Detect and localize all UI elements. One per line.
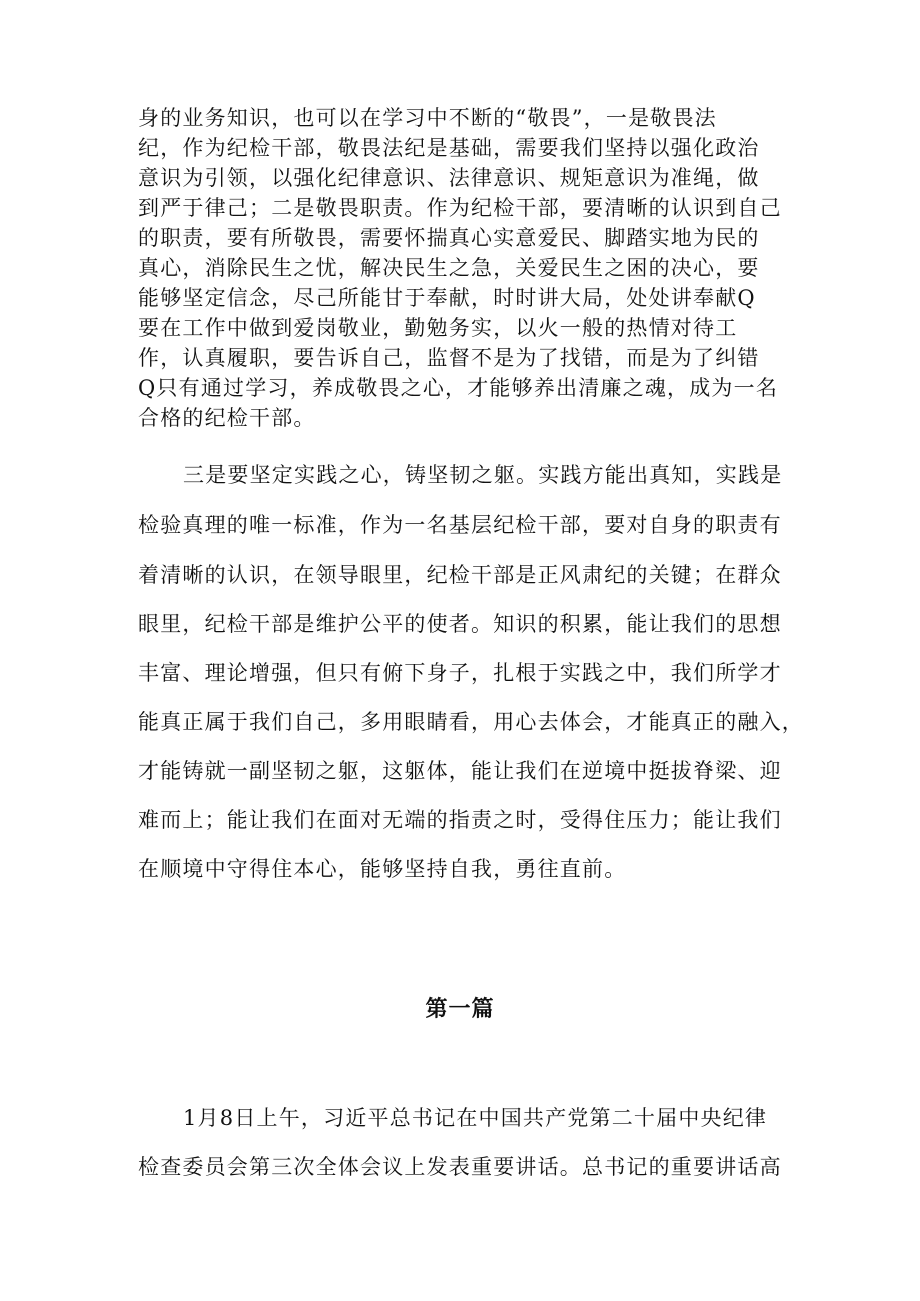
text-line: 意识为引领，以强化纪律意识、法律意识、规矩意识为准绳，做	[138, 166, 760, 190]
text-line: 着清晰的认识，在领导眼里，纪检干部是正风肃纪的关键；在群众	[138, 563, 782, 587]
text-line: 难而上；能让我们在面对无端的指责之时，受得住压力；能让我们	[138, 808, 782, 832]
text-line: 身的业务知识，也可以在学习中不断的“敬畏”，一是敬畏法	[138, 106, 717, 130]
text-line: 三是要坚定实践之心，铸坚韧之躯。实践方能出真知，实践是	[183, 463, 783, 487]
text-line: 检查委员会第三次全体会议上发表重要讲话。总书记的重要讲话高	[138, 1155, 782, 1179]
text-line: 检验真理的唯一标准，作为一名基层纪检干部，要对自身的职责有	[138, 513, 782, 537]
text-line: 能够坚定信念，尽己所能甘于奉献，时时讲大局，处处讲奉献Q	[138, 286, 756, 310]
text-line: 真心，消除民生之忧，解决民生之急，关爱民生之困的决心，要	[138, 256, 760, 280]
text-line: 到严于律己；二是敬畏职责。作为纪检干部，要清晰的认识到自己	[138, 196, 782, 220]
text-line: 能真正属于我们自己，多用眼睛看，用心去体会，才能真正的融入，	[138, 710, 804, 734]
section-heading: 第一篇	[425, 997, 495, 1022]
text-line: 纪，作为纪检干部，敬畏法纪是基础，需要我们坚持以强化政治	[138, 136, 760, 160]
text-line: 眼里，纪检干部是维护公平的使者。知识的积累，能让我们的思想	[138, 612, 782, 636]
text-line: 作，认真履职，要告诉自己，监督不是为了找错，而是为了纠错	[138, 346, 760, 370]
text-line: 的职责，要有所敬畏，需要怀揣真心实意爱民、脚踏实地为民的	[138, 226, 760, 250]
text-line: 1月8日上午，习近平总书记在中国共产党第二十届中央纪律	[183, 1106, 768, 1130]
text-line: 丰富、理论增强，但只有俯下身子，扎根于实践之中，我们所学才	[138, 661, 782, 685]
text-line: 要在工作中做到爱岗敬业，勤勉务实，以火一般的热情对待工	[138, 316, 738, 340]
text-line: 在顺境中守得住本心，能够坚持自我，勇往直前。	[138, 857, 627, 881]
text-line: 才能铸就一副坚韧之躯，这躯体，能让我们在逆境中挺拔脊梁、迎	[138, 759, 782, 783]
text-line: 合格的纪检干部。	[138, 406, 316, 430]
text-line: Q只有通过学习，养成敬畏之心，才能够养出清廉之魂，成为一名	[138, 376, 779, 400]
